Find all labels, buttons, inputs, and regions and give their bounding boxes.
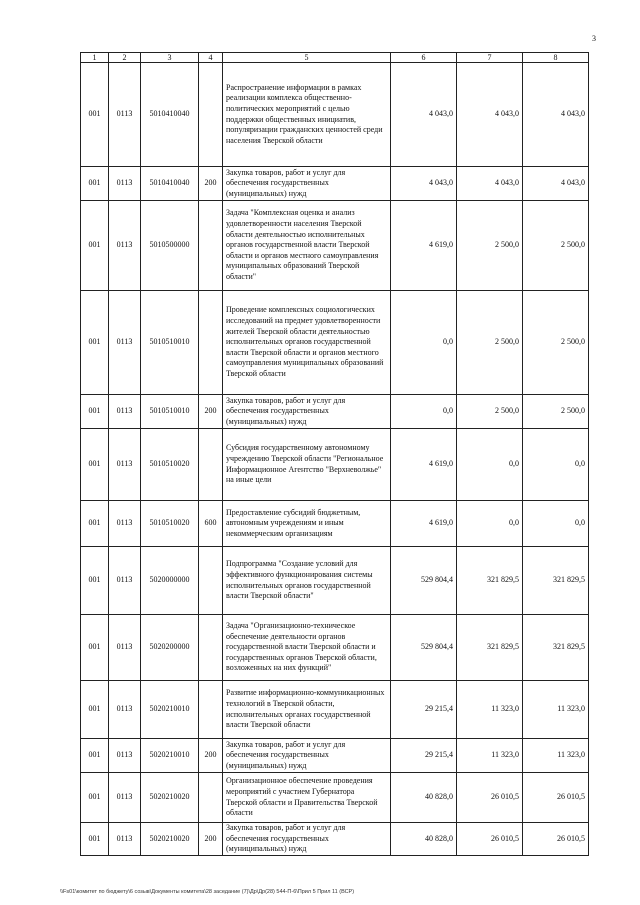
cell-description: Распространение информации в рамках реализации комплекса общественно-политических мероприятий с целью поддержки общественных инициатив, популяризации гражданских ценностей среди населения Тверской области xyxy=(223,63,391,167)
header-row xyxy=(81,53,589,63)
cell-col8: 2 500,0 xyxy=(523,291,589,395)
cell-col8: 11 323,0 xyxy=(523,739,589,773)
cell-col8: 4 043,0 xyxy=(523,63,589,167)
cell-col4 xyxy=(199,63,223,167)
cell-col3: 5020210010 xyxy=(141,681,199,739)
cell-col4: 200 xyxy=(199,395,223,429)
cell-description: Организационное обеспечение проведения мероприятий с участием Губернатора Тверской области и Правительства Тверской области xyxy=(223,773,391,823)
cell-col4 xyxy=(199,429,223,501)
cell-col4: 200 xyxy=(199,167,223,201)
cell-description: Субсидия государственному автономному учреждению Тверской области "Региональное Информационное Агентство "Верхневолжье" на иные цели xyxy=(223,429,391,501)
cell-col1: 001 xyxy=(81,167,109,201)
cell-col6: 529 804,4 xyxy=(391,615,457,681)
cell-col3: 5020210020 xyxy=(141,823,199,856)
cell-col1: 001 xyxy=(81,395,109,429)
cell-col7: 26 010,5 xyxy=(457,823,523,856)
cell-col8: 0,0 xyxy=(523,501,589,547)
table-row xyxy=(81,773,589,823)
table-row xyxy=(81,429,589,501)
table-row xyxy=(81,291,589,395)
cell-col3: 5020210020 xyxy=(141,773,199,823)
file-path-footer: \\Fs01\комитет по бюджету\6 созыв\Документы комитета\28 заседание (7)\Др\Др(28) 544-П-6\Прил 5 Прил 11 (ВСР) xyxy=(60,889,355,895)
cell-col2: 0113 xyxy=(109,167,141,201)
cell-col3: 5010510010 xyxy=(141,395,199,429)
cell-col2: 0113 xyxy=(109,681,141,739)
col-header-1: 1 xyxy=(81,53,109,63)
cell-description: Проведение комплексных социологических исследований на предмет удовлетворенности жителей Тверской области деятельностью исполнительных органов государственной власти Тверской области и органов местного самоуправления муниципальных образований Тверской области xyxy=(223,291,391,395)
col-header-5: 5 xyxy=(223,53,391,63)
page-number: 3 xyxy=(592,34,596,43)
cell-col8: 4 043,0 xyxy=(523,167,589,201)
cell-description: Развитие информационно-коммуникационных технологий в Тверской области, исполнительных органах государственной власти Тверской области xyxy=(223,681,391,739)
cell-col3: 5020000000 xyxy=(141,547,199,615)
cell-col3: 5010510010 xyxy=(141,291,199,395)
cell-description: Задача "Комплексная оценка и анализ удовлетворенности населения Тверской области деятельностью исполнительных органов государственной власти Тверской области и органов местного самоуправления муниципальных образований Тверской области" xyxy=(223,201,391,291)
cell-description: Закупка товаров, работ и услуг для обеспечения государственных (муниципальных) нужд xyxy=(223,739,391,773)
cell-col6: 40 828,0 xyxy=(391,823,457,856)
cell-col6: 4 619,0 xyxy=(391,501,457,547)
cell-col8: 321 829,5 xyxy=(523,615,589,681)
col-header-6: 6 xyxy=(391,53,457,63)
cell-col6: 4 043,0 xyxy=(391,167,457,201)
cell-col2: 0113 xyxy=(109,63,141,167)
cell-col2: 0113 xyxy=(109,823,141,856)
cell-col7: 0,0 xyxy=(457,429,523,501)
cell-col3: 5010410040 xyxy=(141,63,199,167)
cell-col2: 0113 xyxy=(109,201,141,291)
cell-col6: 4 043,0 xyxy=(391,63,457,167)
cell-col4: 200 xyxy=(199,739,223,773)
cell-col6: 4 619,0 xyxy=(391,429,457,501)
table-row xyxy=(81,63,589,167)
cell-col1: 001 xyxy=(81,547,109,615)
cell-col2: 0113 xyxy=(109,291,141,395)
cell-description: Предоставление субсидий бюджетным, автономным учреждениям и иным некоммерческим организациям xyxy=(223,501,391,547)
col-header-4: 4 xyxy=(199,53,223,63)
cell-col7: 11 323,0 xyxy=(457,739,523,773)
cell-col4 xyxy=(199,615,223,681)
cell-col3: 5020200000 xyxy=(141,615,199,681)
cell-col4 xyxy=(199,773,223,823)
cell-col6: 29 215,4 xyxy=(391,739,457,773)
cell-col1: 001 xyxy=(81,823,109,856)
budget-table xyxy=(80,52,589,856)
table-row xyxy=(81,167,589,201)
cell-col7: 2 500,0 xyxy=(457,291,523,395)
table-row xyxy=(81,823,589,856)
cell-col4 xyxy=(199,291,223,395)
cell-col7: 2 500,0 xyxy=(457,201,523,291)
cell-col2: 0113 xyxy=(109,773,141,823)
table-row xyxy=(81,547,589,615)
cell-col8: 26 010,5 xyxy=(523,823,589,856)
cell-col6: 4 619,0 xyxy=(391,201,457,291)
cell-col8: 26 010,5 xyxy=(523,773,589,823)
col-header-3: 3 xyxy=(141,53,199,63)
col-header-8: 8 xyxy=(523,53,589,63)
cell-description: Задача "Организационно-техническое обеспечение деятельности органов государственной власти Тверской области и государственных органов Тверской области, возложенных на них функций" xyxy=(223,615,391,681)
cell-col4: 200 xyxy=(199,823,223,856)
cell-description: Закупка товаров, работ и услуг для обеспечения государственных (муниципальных) нужд xyxy=(223,167,391,201)
cell-col2: 0113 xyxy=(109,739,141,773)
cell-description: Подпрограмма "Создание условий для эффективного функционирования системы исполнительных органов государственной власти Тверской области" xyxy=(223,547,391,615)
cell-col1: 001 xyxy=(81,773,109,823)
cell-col6: 29 215,4 xyxy=(391,681,457,739)
cell-description: Закупка товаров, работ и услуг для обеспечения государственных (муниципальных) нужд xyxy=(223,823,391,856)
cell-col2: 0113 xyxy=(109,501,141,547)
table-row xyxy=(81,681,589,739)
cell-col7: 11 323,0 xyxy=(457,681,523,739)
cell-col1: 001 xyxy=(81,63,109,167)
cell-col4 xyxy=(199,201,223,291)
table-row xyxy=(81,201,589,291)
cell-col6: 529 804,4 xyxy=(391,547,457,615)
cell-col2: 0113 xyxy=(109,615,141,681)
cell-col8: 2 500,0 xyxy=(523,395,589,429)
cell-col1: 001 xyxy=(81,739,109,773)
cell-col6: 0,0 xyxy=(391,291,457,395)
cell-col1: 001 xyxy=(81,615,109,681)
cell-col2: 0113 xyxy=(109,395,141,429)
cell-col2: 0113 xyxy=(109,429,141,501)
cell-col3: 5010510020 xyxy=(141,429,199,501)
cell-col8: 321 829,5 xyxy=(523,547,589,615)
cell-col8: 11 323,0 xyxy=(523,681,589,739)
cell-col7: 0,0 xyxy=(457,501,523,547)
table-row xyxy=(81,501,589,547)
cell-col4 xyxy=(199,681,223,739)
cell-col7: 321 829,5 xyxy=(457,615,523,681)
cell-col8: 0,0 xyxy=(523,429,589,501)
cell-col4: 600 xyxy=(199,501,223,547)
cell-col7: 4 043,0 xyxy=(457,63,523,167)
cell-col1: 001 xyxy=(81,501,109,547)
cell-col8: 2 500,0 xyxy=(523,201,589,291)
col-header-7: 7 xyxy=(457,53,523,63)
cell-col1: 001 xyxy=(81,291,109,395)
cell-col3: 5010410040 xyxy=(141,167,199,201)
cell-col7: 321 829,5 xyxy=(457,547,523,615)
cell-col3: 5010510020 xyxy=(141,501,199,547)
cell-col7: 4 043,0 xyxy=(457,167,523,201)
cell-col1: 001 xyxy=(81,681,109,739)
cell-col1: 001 xyxy=(81,201,109,291)
cell-col6: 40 828,0 xyxy=(391,773,457,823)
cell-col7: 26 010,5 xyxy=(457,773,523,823)
table-row xyxy=(81,615,589,681)
cell-col6: 0,0 xyxy=(391,395,457,429)
cell-col4 xyxy=(199,547,223,615)
table-row xyxy=(81,395,589,429)
cell-col3: 5020210010 xyxy=(141,739,199,773)
cell-description: Закупка товаров, работ и услуг для обеспечения государственных (муниципальных) нужд xyxy=(223,395,391,429)
col-header-2: 2 xyxy=(109,53,141,63)
cell-col3: 5010500000 xyxy=(141,201,199,291)
table-row xyxy=(81,739,589,773)
cell-col7: 2 500,0 xyxy=(457,395,523,429)
cell-col1: 001 xyxy=(81,429,109,501)
cell-col2: 0113 xyxy=(109,547,141,615)
